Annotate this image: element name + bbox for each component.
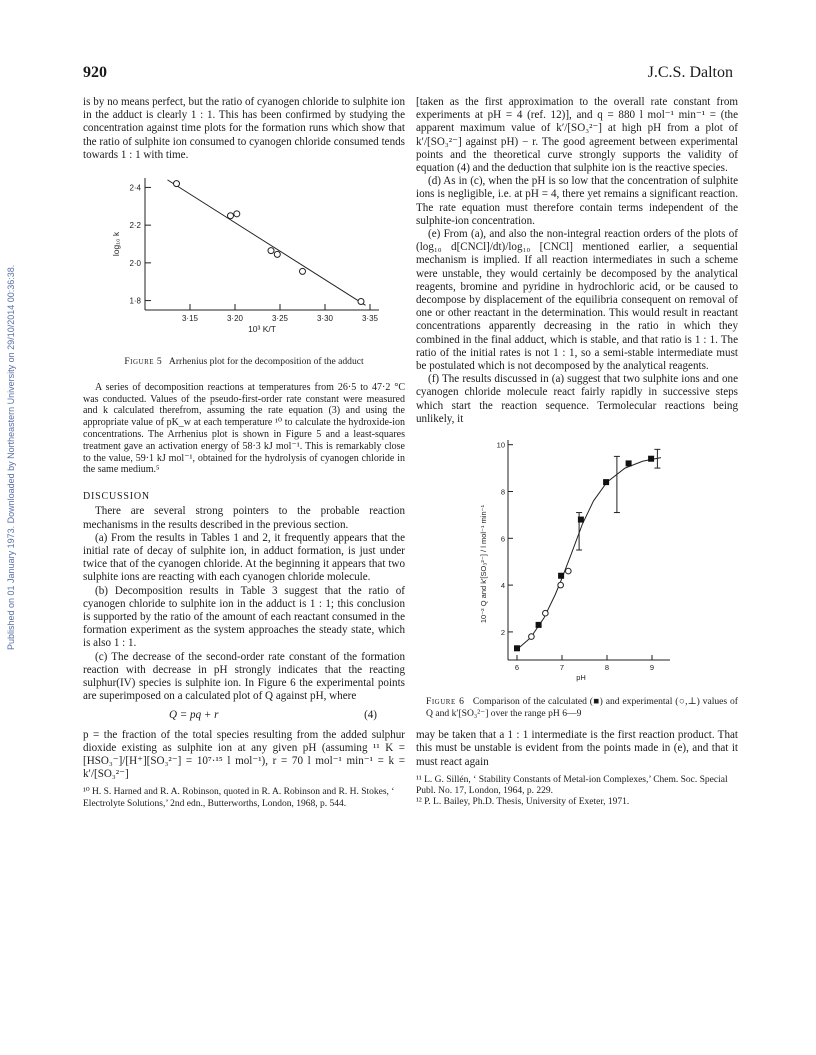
arrhenius-plot bbox=[83, 170, 405, 348]
calculated-point bbox=[578, 517, 584, 523]
calculated-point bbox=[626, 460, 632, 466]
footnote-11: ¹¹ L. G. Sillén, ‘ Stability Constants of Metal-ion Complexes,’ Chem. Soc. Special Publ. No. 17, London, 1964, p. 229. bbox=[416, 774, 728, 797]
figure-6-label: Figure 6 bbox=[426, 696, 465, 708]
x-tick-label: 3·35 bbox=[361, 314, 379, 324]
x-tick-label: 6 bbox=[514, 663, 520, 673]
paragraph-taken: [taken as the first approximation to the overall rate constant from experiments at pH = 4 (ref. 12)], and q = 880 l mol⁻¹ min⁻¹ = (the apparent maximum value of k′/[SO₃²⁻] at high pH from a plot of k′/[SO₃²⁻] against pH) − r. The good agreement between experimental points and the theoretical curve strongly supports the validity of equation (4) and the deduction that sulphite ion is the reactive species. bbox=[416, 96, 738, 175]
x-tick-label: 3·20 bbox=[226, 314, 244, 324]
download-watermark: Published on 01 January 1973. Downloaded by Northeastern University on 29/10/2014 00:36:38. bbox=[6, 264, 16, 650]
x-tick-label: 9 bbox=[649, 663, 655, 673]
equation-body: Q = pq + r bbox=[169, 709, 219, 722]
experimental-point bbox=[558, 582, 564, 588]
y-tick-label: 2·2 bbox=[129, 221, 141, 231]
experimental-point bbox=[566, 568, 572, 574]
x-axis-label: pH bbox=[576, 673, 586, 683]
footnote-10: ¹⁰ H. S. Harned and R. A. Robinson, quoted in R. A. Robinson and R. H. Stokes, ‘ Electrolyte Solutions,’ 2nd edn., Butterworths, London, 1968, p. 544. bbox=[83, 787, 395, 809]
figure-5-caption bbox=[83, 356, 405, 368]
paragraph-a: (a) From the results in Tables 1 and 2, it frequently appears that the initial rate of decay of sulphite ion, in adduct formation, is just under twice that of the cyanogen chloride. At the beginning it appears that two sulphite ions are reacting with each cyanogen chloride molecule. bbox=[83, 531, 405, 584]
data-point bbox=[174, 181, 180, 187]
paragraph-intro: is by no means perfect, but the ratio of cyanogen chloride to sulphite ion in the adduct is clearly 1 : 1. This has been confirmed by studying the concentration against time plots for the formation runs which show that the ratio of sulphite ion consumed to cyanogen chloride consumed tends towards 1 : 1 with time. bbox=[83, 96, 405, 161]
data-point bbox=[228, 213, 234, 219]
x-axis-label: 10³ K/T bbox=[248, 324, 276, 335]
y-axis-label: log₁₀ k bbox=[111, 231, 121, 257]
experimental-point bbox=[543, 610, 549, 616]
calculated-point bbox=[558, 573, 564, 579]
y-axis-label: 10⁻² Q and k′[SO₃²⁻] / l mol⁻¹ min⁻¹ bbox=[479, 504, 488, 624]
paragraph-e: (e) From (a), and also the non-integral reaction orders of the plots of (log₁₀ d[CNCl]/dt)/log₁₀ [CNCl] mentioned earlier, a sequential mechanism is implied. If all reaction intermediates in such a scheme were unstable, they would certainly be decomposed by the analytical reagents, bromine and pyridine in hydrochloric acid, or be caused to decompose by displacement of the equilibria consequent on removal of one or other reactant in the determination. This would result in reactant concentrations apparently decreasing in the ratio in which they combined in the final adduct, which is stable, and that ratio is 1 : 1. The ratio of the initial rates is not 1 : 1, so a semi-stable intermediate must be postulated which is not decomposed by the analytical reagents. bbox=[416, 228, 738, 373]
running-head: J.C.S. Dalton bbox=[647, 64, 733, 81]
footnote-12: ¹² P. L. Bailey, Ph.D. Thesis, University of Exeter, 1971. bbox=[416, 797, 630, 808]
paragraph-pointers: There are several strong pointers to the probable reaction mechanisms in the results described in the previous section. bbox=[83, 505, 405, 531]
y-tick-label: 1·8 bbox=[129, 296, 141, 306]
y-tick-label: 6 bbox=[500, 534, 505, 544]
paragraph-f: (f) The results discussed in (a) suggest that two sulphite ions and one cyanogen chloride molecule react fairly rapidly in successive steps which start the reaction sequence. Termolecular reactions being unlikely, it bbox=[416, 373, 738, 425]
figure-6-caption-text: Comparison of the calculated (■) and experimental (○,⊥) values of Q and k′[SO₃²⁻] over the range pH 6—9 bbox=[426, 696, 738, 719]
data-point bbox=[268, 248, 274, 254]
figure-5-caption-text: Arrhenius plot for the decomposition of the adduct bbox=[168, 356, 364, 368]
data-point bbox=[300, 268, 306, 274]
right-column bbox=[416, 96, 738, 809]
y-tick-label: 10 bbox=[496, 440, 505, 450]
y-tick-label: 4 bbox=[500, 581, 505, 591]
paragraph-c: (c) The decrease of the second-order rate constant of the formation reaction with decrease in pH strongly indicates that the reacting sulphur(IV) species is sulphite ion. In Figure 6 the experimental points are superimposed on a calculated plot of Q against pH, where bbox=[83, 650, 405, 703]
y-tick-label: 2 bbox=[500, 627, 505, 637]
figure-5 bbox=[83, 170, 405, 368]
calculated-point bbox=[603, 479, 609, 485]
x-tick-label: 3·15 bbox=[181, 314, 199, 324]
calculated-point bbox=[536, 622, 542, 628]
y-tick-label: 2·4 bbox=[129, 183, 141, 193]
x-tick-label: 7 bbox=[559, 663, 565, 673]
y-tick-label: 2·0 bbox=[129, 258, 141, 268]
figure-5-label: Figure 5 bbox=[124, 356, 163, 368]
equation-number: (4) bbox=[364, 709, 377, 722]
data-point bbox=[234, 211, 240, 217]
calculated-curve bbox=[517, 458, 661, 650]
paragraph-b: (b) Decomposition results in Table 3 suggest that the ratio of cyanogen chloride to sulphite ion in the adduct is 1 : 1; this conclusion is supported by the ratio of the amount of each reactant consumed in the formation experiment as the system approaches the steady state, which is also 1 : 1. bbox=[83, 584, 405, 650]
x-tick-label: 8 bbox=[604, 663, 610, 673]
fit-line bbox=[168, 180, 366, 305]
experimental-point bbox=[529, 634, 535, 640]
q-vs-ph-plot bbox=[416, 432, 738, 688]
calculated-point bbox=[648, 456, 654, 462]
paragraph-series: A series of decomposition reactions at temperatures from 26·5 to 47·2 °C was conducted. Values of the pseudo-first-order rate constant were measured and k calculated therefrom, assuming the rate equation (3) and using the appropriate value of pK_w at each temperature ¹⁰ to calculate the hydroxide-ion concentrations. The Arrhenius plot is shown in Figure 5 and a least-squares treatment gave an activation energy of 58·3 kJ mol⁻¹. This is remarkably close to the value, 59·1 kJ mol⁻¹, obtained for the hydrolysis of cyanogen chloride in the same medium.⁵ bbox=[83, 381, 405, 476]
paragraph-after-equation: p = the fraction of the total species resulting from the added sulphur dioxide existing as sulphite ion at any given pH (assuming ¹¹ K = [HSO₃⁻]/[H⁺][SO₃²⁻] = 10⁷·¹⁵ l mol⁻¹), r = 70 l mol⁻¹ min⁻¹ = k = k′/[SO₃²⁻] bbox=[83, 728, 405, 781]
left-column bbox=[83, 96, 405, 810]
figure-6 bbox=[416, 432, 738, 719]
discussion-heading: DISCUSSION bbox=[83, 491, 150, 503]
x-tick-label: 3·25 bbox=[271, 314, 289, 324]
paragraph-taken-2: may be taken that a 1 : 1 intermediate is the first reaction product. That this must be unstable is evident from the points made in (e), and that it must react again bbox=[416, 729, 738, 768]
data-point bbox=[274, 251, 280, 257]
paragraph-d: (d) As in (c), when the pH is so low that the concentration of sulphite ions is negligible, i.e. at pH = 4, there yet remains a significant reaction. The rate equation must therefore contain terms independent of the sulphite-ion concentration. bbox=[416, 175, 738, 227]
calculated-point bbox=[514, 645, 520, 651]
data-point bbox=[358, 299, 364, 305]
page-number: 920 bbox=[83, 64, 107, 81]
x-tick-label: 3·30 bbox=[316, 314, 334, 324]
figure-6-caption bbox=[416, 696, 738, 719]
y-tick-label: 8 bbox=[500, 487, 505, 497]
equation-4 bbox=[83, 703, 405, 728]
